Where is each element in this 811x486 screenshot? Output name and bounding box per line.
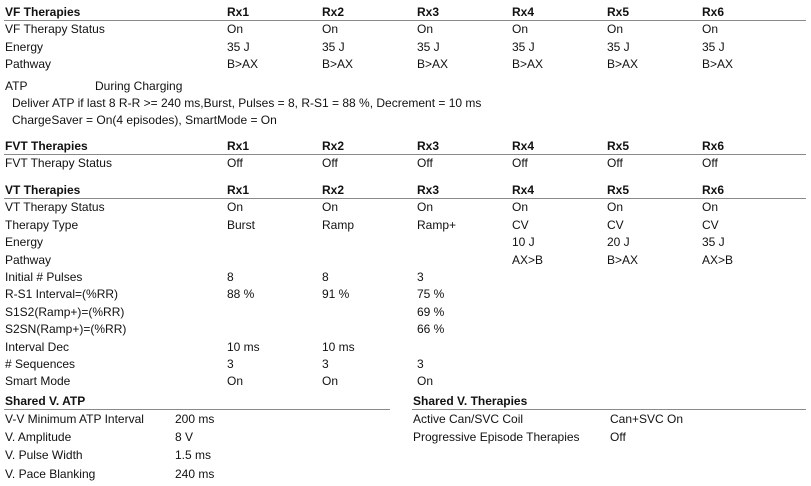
shared-atp-header-rule xyxy=(4,409,390,410)
vt-row-value: On xyxy=(417,200,434,215)
shared-atp-row-value: 1.5 ms xyxy=(175,448,212,463)
vt-row-label: Therapy Type xyxy=(5,217,79,232)
shared-therapies-title: Shared V. Therapies xyxy=(413,394,528,408)
fvt-row-value: Off xyxy=(227,156,243,171)
vt-row-label: Interval Dec xyxy=(5,339,70,354)
vt-row-label: Pathway xyxy=(5,252,52,267)
vf-row-value: On xyxy=(607,22,624,37)
vt-header-rule xyxy=(4,198,806,199)
vt-row-label: S1S2(Ramp+)=(%RR) xyxy=(5,304,125,319)
vt-rx1-header: Rx1 xyxy=(227,183,250,197)
vf-rx5-header: Rx5 xyxy=(607,5,630,19)
vf-row-value: On xyxy=(702,22,719,37)
vt-row-value: CV xyxy=(512,217,529,232)
vt-row-value: On xyxy=(417,374,434,389)
vt-row-label: S2SN(Ramp+)=(%RR) xyxy=(5,322,127,337)
fvt-rx5-header: Rx5 xyxy=(607,139,630,153)
vf-row-value: B>AX xyxy=(322,57,354,72)
vt-row-label: VT Therapy Status xyxy=(5,200,105,215)
shared-therapies-row-value: Can+SVC On xyxy=(610,412,684,426)
vf-rx4-header: Rx4 xyxy=(512,5,535,19)
vf-row-value: B>AX xyxy=(512,57,544,72)
vf-row-value: B>AX xyxy=(227,57,259,72)
shared-atp-row-label: V-V Minimum ATP Interval xyxy=(5,412,144,426)
vf-header-rule xyxy=(4,20,806,21)
vt-row-value: On xyxy=(227,374,244,389)
shared-therapies-row-label: Progressive Episode Therapies xyxy=(413,430,580,445)
vf-chargesaver-text: ChargeSaver = On(4 episodes), SmartMode = On xyxy=(12,113,277,127)
fvt-row-value: Off xyxy=(512,156,528,171)
vf-title: VF Therapies xyxy=(5,5,81,19)
vf-row-value: 35 J xyxy=(417,39,440,54)
shared-atp-row-value: 200 ms xyxy=(175,412,215,426)
fvt-title: FVT Therapies xyxy=(5,139,88,153)
vf-row-value: On xyxy=(512,22,529,37)
vt-row-value: 20 J xyxy=(607,235,630,250)
fvt-row-value: Off xyxy=(607,156,623,171)
vt-rx5-header: Rx5 xyxy=(607,183,630,197)
vt-row-value: On xyxy=(322,374,339,389)
vt-row-value: Burst xyxy=(227,217,256,232)
vf-row-label: Pathway xyxy=(5,57,52,72)
fvt-row-value: Off xyxy=(702,156,718,171)
vt-row-value: 69 % xyxy=(417,304,445,319)
vf-rx1-header: Rx1 xyxy=(227,5,250,19)
vf-row-value: 35 J xyxy=(512,39,535,54)
vt-row-value: CV xyxy=(607,217,624,232)
vt-title: VT Therapies xyxy=(5,183,81,197)
vt-row-value: 10 ms xyxy=(227,339,260,354)
vt-row-value: 8 xyxy=(322,270,329,284)
vf-row-value: 35 J xyxy=(322,39,345,54)
vt-row-value: On xyxy=(607,200,624,215)
vt-row-value: 10 J xyxy=(512,235,535,250)
shared-atp-row-label: V. Pace Blanking xyxy=(5,466,96,481)
vt-row-value: B>AX xyxy=(607,252,639,267)
vt-row-value: On xyxy=(512,200,529,215)
vt-row-value: 3 xyxy=(417,357,424,371)
vf-row-value: On xyxy=(417,22,434,37)
vt-row-value: Ramp xyxy=(322,217,355,232)
vt-row-value: 88 % xyxy=(227,287,255,302)
vt-row-value: On xyxy=(227,200,244,215)
vt-row-value: 10 ms xyxy=(322,339,355,354)
vt-row-value: 3 xyxy=(322,357,329,371)
vf-row-value: B>AX xyxy=(607,57,639,72)
vt-rx6-header: Rx6 xyxy=(702,183,725,197)
vf-row-value: On xyxy=(227,22,244,37)
vt-rx2-header: Rx2 xyxy=(322,183,345,197)
vt-row-value: 3 xyxy=(227,357,234,371)
fvt-rx4-header: Rx4 xyxy=(512,139,535,153)
vt-row-value: On xyxy=(702,200,719,215)
shared-atp-row-label: V. Pulse Width xyxy=(5,448,83,463)
fvt-rx3-header: Rx3 xyxy=(417,139,440,153)
fvt-rx1-header: Rx1 xyxy=(227,139,250,153)
shared-therapies-row-label: Active Can/SVC Coil xyxy=(413,412,524,426)
shared-atp-row-value: 8 V xyxy=(175,430,194,445)
fvt-rx2-header: Rx2 xyxy=(322,139,345,153)
vt-row-value: AX>B xyxy=(512,252,544,267)
shared-therapies-row-value: Off xyxy=(610,430,626,445)
fvt-row-label: FVT Therapy Status xyxy=(5,156,112,171)
fvt-rx6-header: Rx6 xyxy=(702,139,725,153)
shared-atp-row-value: 240 ms xyxy=(175,466,215,481)
vf-row-value: 35 J xyxy=(702,39,725,54)
vf-row-value: 35 J xyxy=(607,39,630,54)
vt-row-value: CV xyxy=(702,217,719,232)
vt-row-value: 35 J xyxy=(702,235,725,250)
vt-row-value: Ramp+ xyxy=(417,217,457,232)
vf-row-value: B>AX xyxy=(417,57,449,72)
vf-row-label: Energy xyxy=(5,39,44,54)
shared-therapies-header-rule xyxy=(412,409,806,410)
vt-row-value: 75 % xyxy=(417,287,445,302)
vf-atp-label: ATP xyxy=(5,79,28,93)
shared-atp-title: Shared V. ATP xyxy=(5,394,86,408)
vt-rx3-header: Rx3 xyxy=(417,183,440,197)
fvt-header-rule xyxy=(4,154,806,155)
shared-atp-row-label: V. Amplitude xyxy=(5,430,72,445)
vt-row-label: Initial # Pulses xyxy=(5,270,83,284)
vf-row-label: VF Therapy Status xyxy=(5,22,105,37)
vf-rx2-header: Rx2 xyxy=(322,5,345,19)
vt-row-label: R-S1 Interval=(%RR) xyxy=(5,287,119,302)
vt-row-value: AX>B xyxy=(702,252,734,267)
vt-row-label: Energy xyxy=(5,235,44,250)
vf-row-value: 35 J xyxy=(227,39,250,54)
vf-rx3-header: Rx3 xyxy=(417,5,440,19)
vf-row-value: B>AX xyxy=(702,57,734,72)
vf-row-value: On xyxy=(322,22,339,37)
vt-row-value: 8 xyxy=(227,270,234,284)
fvt-row-value: Off xyxy=(417,156,433,171)
vt-row-value: 3 xyxy=(417,270,424,284)
vf-atp-value: During Charging xyxy=(95,79,183,93)
vf-rx6-header: Rx6 xyxy=(702,5,725,19)
vt-row-label: # Sequences xyxy=(5,357,76,371)
vt-row-value: 91 % xyxy=(322,287,350,302)
vt-row-value: 66 % xyxy=(417,322,445,337)
vf-deliver-atp-text: Deliver ATP if last 8 R-R >= 240 ms,Burst, Pulses = 8, R-S1 = 88 %, Decrement = 10 ms xyxy=(12,96,482,110)
vt-row-value: On xyxy=(322,200,339,215)
vt-rx4-header: Rx4 xyxy=(512,183,535,197)
fvt-row-value: Off xyxy=(322,156,338,171)
vt-row-label: Smart Mode xyxy=(5,374,71,389)
